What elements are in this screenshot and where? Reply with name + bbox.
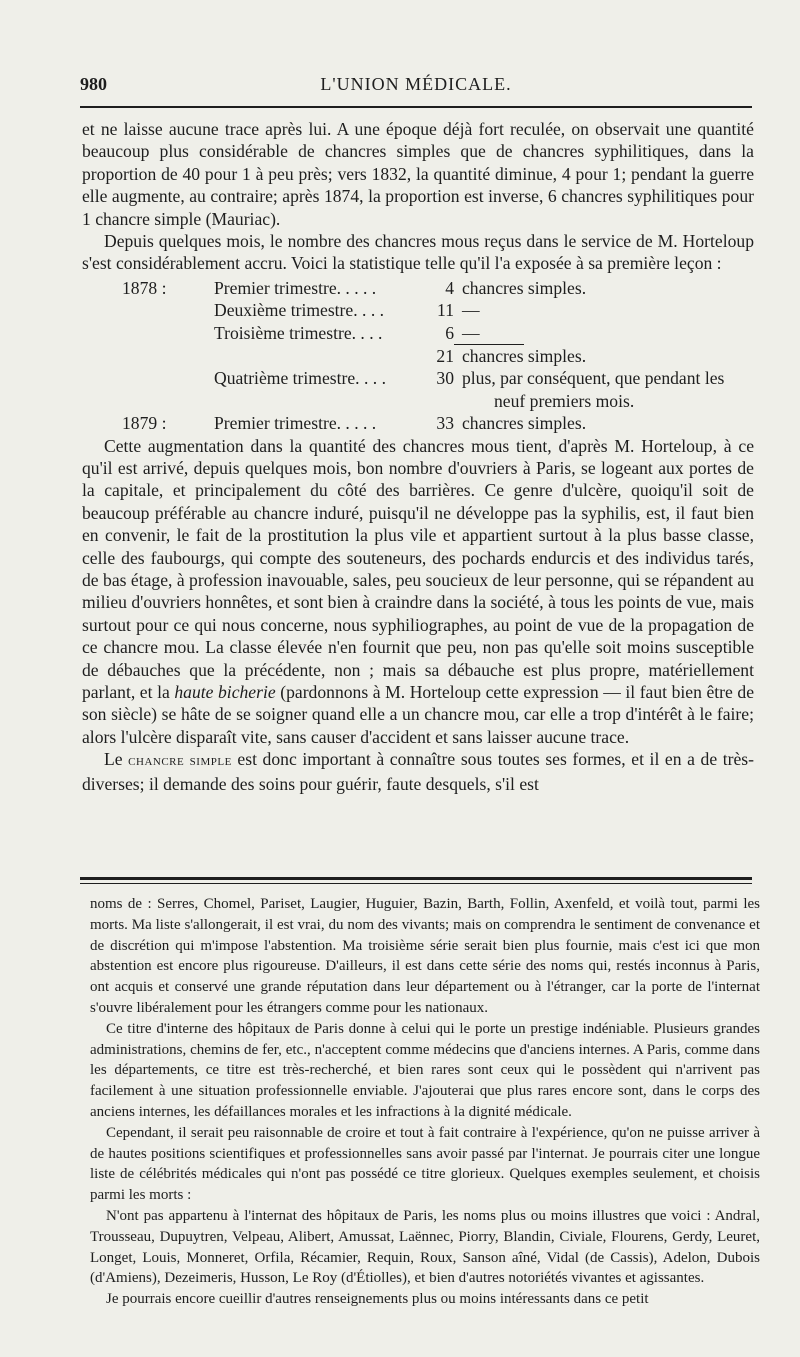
stats-text: chancres simples.: [462, 346, 587, 367]
stats-row: [82, 412, 754, 434]
footnote-rule: [80, 877, 752, 880]
footnote-paragraph: N'ont pas appartenu à l'internat des hôpitaux de Paris, les noms plus ou moins illustres que voici : Andral, Trousseau, Dupuytren, Velpeau, Alibert, Amussat, Laënnec, Piorry, Blandin, Civiale, Flourens, Gerdy, Leuret, Longet, Louis, Monneret, Orfila, Récamier, Requin, Roux, Sanson aîné, Vidal (de Cassis), Adelon, Dubois (d'Amiens), Dezeimeris, Husson, Le Roy (d'Étiolles), et bien d'autres notoriétés vivantes et agissantes.: [90, 1207, 760, 1287]
stats-text: —: [462, 322, 480, 343]
statistics-table: [82, 277, 754, 435]
stats-row: [82, 345, 754, 367]
stats-text: chancres simples.: [462, 277, 587, 298]
stats-label: Troisième trimestre. . . .: [214, 322, 383, 343]
italic-phrase: haute bicherie: [174, 682, 276, 703]
stats-text: —: [462, 300, 480, 321]
paragraph-3: [82, 435, 754, 749]
paragraph-2: Depuis quelques mois, le nombre des chancres mous reçus dans le service de M. Horteloup s'est considérablement accru. Voici la statistique telle qu'il l'a exposée à sa première leçon :: [82, 231, 754, 274]
paragraph-3-text: Cette augmentation dans la quantité des chancres mous tient, d'après M. Horteloup, à ce qu'il est arrivé, depuis quelques mois, bon nombre d'ouvriers à Paris, se logeant aux portes de la capitale, et principalement du côté des barrières. Ce genre d'ulcère, quoiqu'il soit de beaucoup préférable au chancre induré, puisqu'il ne développe pas la syphilis, est, il faut bien en convenir, le fait de la prostitution la plus vile et appartient surtout à la plus basse classe, celle des faubourgs, qui compte des souteneurs, des pochards endurcis et des individus tarés, de bas étage, à profession inavouable, sales, peu soucieux de leur personne, qui se répandent au milieu d'ouvriers honnêtes, et sont bien à craindre dans la société, à tous les points de vue, mais surtout pour ce qui nous concerne, nous syphiliographes, au point de vue de la propagation de ce chancre mou. La classe élevée n'en fournit que peu, non pas qu'elle soit moins susceptible de débauches que la précédente, non ; mais sa débauche est plus propre, matériellement parlant, et la: [82, 435, 754, 703]
footnote-paragraph: Cependant, il serait peu raisonnable de croire et tout à fait contraire à l'expérience, qu'on ne puisse arriver à de hautes positions scientifiques et professionnelles sans avoir passé par l'internat. Je pourrais citer une longue liste de célébrités médicales qui n'ont pas possédé ce titre glorieux. Quelques exemples seulement, et choisis parmi les morts :: [90, 1124, 760, 1204]
stats-row: [82, 277, 754, 299]
stats-row: [82, 299, 754, 321]
paragraph-4-lead: Le: [104, 749, 123, 770]
page-header: [80, 74, 752, 104]
stats-row-continuation: neuf premiers mois.: [494, 390, 635, 411]
stats-label: Quatrième trimestre. . . .: [214, 368, 386, 389]
stats-text: chancres simples.: [462, 413, 587, 434]
stats-row: [82, 367, 754, 389]
stats-label: Premier trimestre. . . . .: [214, 277, 377, 298]
stats-value: 6: [445, 322, 454, 343]
footnote-paragraph: Ce titre d'interne des hôpitaux de Paris donne à celui qui le porte un prestige indéniable. Plusieurs grandes administrations, chemins de fer, etc., n'acceptent comme médecins que d'anciens internes. A Paris, comme dans les départements, ce titre est très-recherché, et bien rares sont ceux qui le possèdent qui n'arrivent pas facilement à une situation professionnelle enviable. J'ajouterai que plus rares encore sont, dans le corps des anciens internes, les défaillances morales et les infractions à la dignité médicale.: [90, 1020, 760, 1120]
smallcaps-term: chancre simple: [128, 753, 232, 770]
stats-value: 11: [437, 300, 454, 321]
stats-value: 30: [436, 368, 454, 389]
footnote-rule-thin: [80, 883, 752, 884]
stats-text: plus, par conséquent, que pendant les: [462, 368, 725, 389]
footnote-paragraph: Je pourrais encore cueillir d'autres renseignements plus ou moins intéressants dans ce petit: [106, 1291, 649, 1308]
stats-year: 1878 :: [122, 277, 167, 298]
stats-value: 21: [436, 346, 454, 367]
stats-year: 1879 :: [122, 413, 167, 434]
paragraph-4-text: est donc important à connaître sous toutes ses formes, et il en a de très-diverses; il demande des soins pour guérir, faute desquels, s'il est: [82, 749, 755, 794]
stats-value: 33: [436, 413, 454, 434]
stats-label: Premier trimestre. . . . .: [214, 413, 377, 434]
paragraph-1: et ne laisse aucune trace après lui. A une époque déjà fort reculée, on observait une quantité beaucoup plus considérable de chancres simples que de chancres syphilitiques, dans la proportion de 40 pour 1 à peu près; vers 1832, la quantité diminue, 4 pour 1; pendant la guerre elle augmente, au contraire; après 1874, la proportion est inverse, 6 chancres syphilitiques pour 1 chancre simple (Mauriac).: [82, 119, 754, 229]
stats-row: [82, 322, 754, 344]
stats-label: Deuxième trimestre. . . .: [214, 300, 385, 321]
main-text: [82, 118, 754, 795]
paragraph-4: [82, 748, 754, 795]
running-title: L'UNION MÉDICALE.: [320, 74, 512, 94]
paragraph-3-end: (pardonnons à M. Horteloup cette expression — il faut bien être de son siècle) se hâte de se soigner quand elle a un chancre mou, car elle a trop d'intérêt à le faire; alors l'ulcère disparaît vite, sans causer d'accident et sans laisser aucune trace.: [82, 682, 755, 747]
footnote-paragraph: noms de : Serres, Chomel, Pariset, Laugier, Huguier, Bazin, Barth, Follin, Axenfeld, et voilà tout, parmi les morts. Ma liste s'allongerait, il est vrai, du nom des vivants; mais on comprendra le sentiment de convenance et de discrétion qui m'impose l'abstention. Ma troisième série serait bien plus fournie, mais c'est ici que mon abstention est encore plus rigoureuse. D'ailleurs, il est dans cette série des noms qui, restés inconnus à Paris, ont acquis et conservé une grande réputation dans leur département ou à l'étranger, car la porte de l'internat s'ouvre libéralement pour les étrangers comme pour les nationaux.: [90, 896, 760, 1016]
stats-value: 4: [445, 277, 454, 298]
header-rule: [80, 106, 752, 108]
footnotes: [90, 894, 760, 1310]
page-number: 980: [80, 74, 107, 94]
